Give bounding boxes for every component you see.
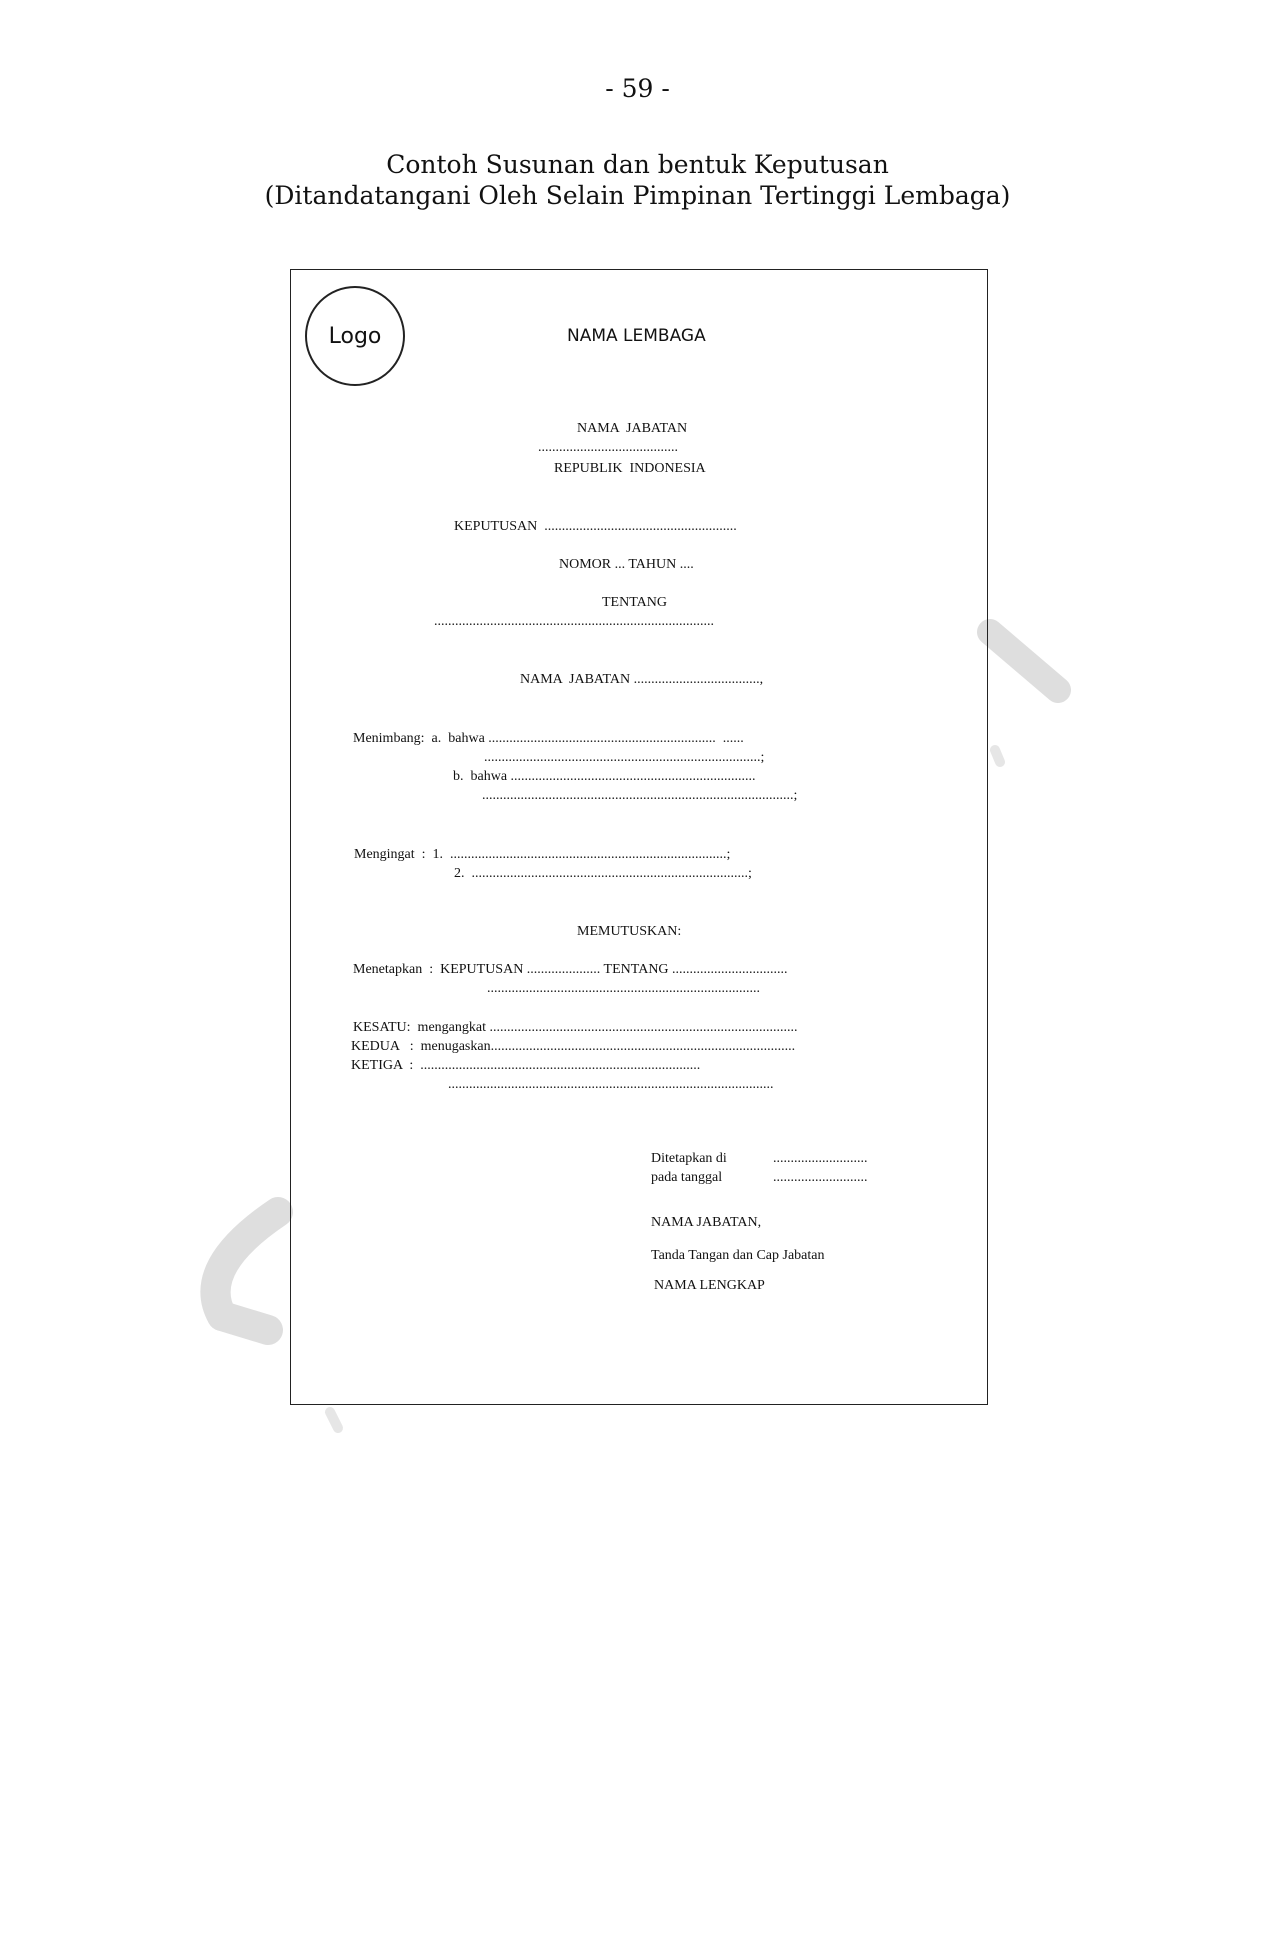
considering-a: Menimbang: a. bahwa ................................................................. ...... [353,731,744,746]
institution-name: NAMA LEMBAGA [567,326,706,346]
position-title: NAMA JABATAN [577,421,688,436]
position-dots: ........................................ [538,440,678,455]
heading-line-2: (Ditandatangani Oleh Selain Pimpinan Tertinggi Lembaga) [264,181,1011,210]
date-dots: ........................... [773,1170,868,1185]
date-label: pada tanggal [651,1170,723,1185]
about-label: TENTANG [602,595,667,610]
decides-heading: MEMUTUSKAN: [577,924,682,939]
recalling-1: Mengingat : 1. ...............................................................................; [354,847,731,862]
third-dictum-continued: ............................................................................................. [448,1077,774,1092]
about-dots: ................................................................................ [434,614,714,629]
republic-line: REPUBLIK INDONESIA [554,461,706,476]
signatory-position: NAMA JABATAN, [651,1215,762,1230]
page-heading [0,149,1275,211]
considering-b-continued: .........................................................................................; [482,788,798,803]
second-dictum: KEDUA : menugaskan....................................................................................... [351,1039,796,1054]
signature-and-seal: Tanda Tangan dan Cap Jabatan [651,1248,825,1263]
considering-a-continued: ...............................................................................; [484,750,765,765]
decree-template-frame [290,269,988,1405]
first-dictum: KESATU: mengangkat ........................................................................................ [353,1020,798,1035]
considering-b: b. bahwa ...................................................................... [453,769,756,784]
position-title-body: NAMA JABATAN ...................................., [520,672,764,687]
enacted-at-dots: ........................... [773,1151,868,1166]
recalling-2: 2. ...............................................................................; [454,866,752,881]
logo-placeholder: Logo [305,286,405,386]
page-number: - 59 - [605,74,670,103]
establishing-line: Menetapkan : KEPUTUSAN ..................... TENTANG ................................. [353,962,788,977]
enacted-at-label: Ditetapkan di [651,1151,727,1166]
decision-line: KEPUTUSAN ....................................................... [454,519,737,534]
establishing-continued: .............................................................................. [487,981,760,996]
signatory-full-name: NAMA LENGKAP [654,1278,765,1293]
third-dictum: KETIGA : ................................................................................ [351,1058,701,1073]
heading-line-1: Contoh Susunan dan bentuk Keputusan [386,150,889,179]
number-year-line: NOMOR ... TAHUN .... [559,557,694,572]
